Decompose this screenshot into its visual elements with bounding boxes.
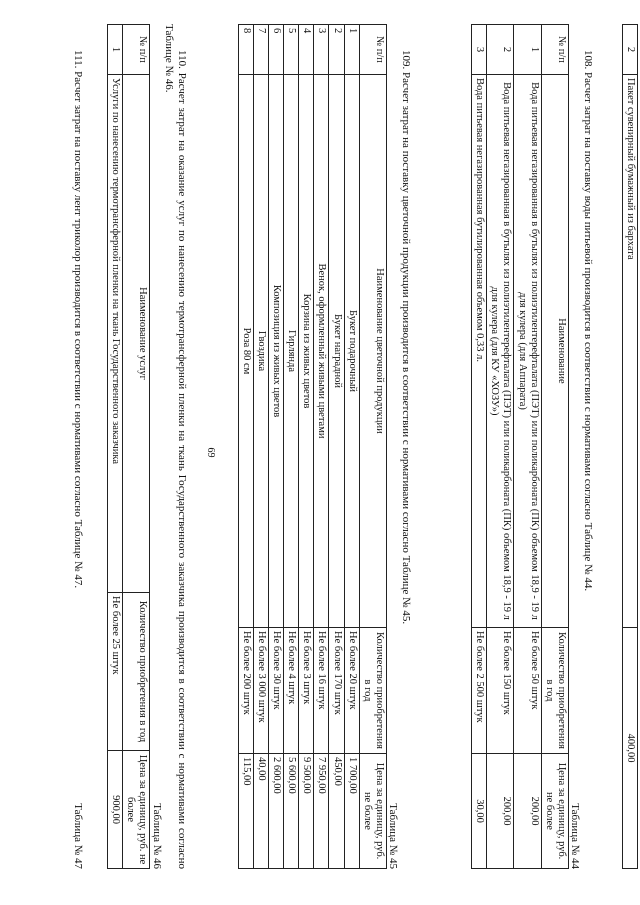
row-number: 2 [622,25,637,75]
table-header-row [359,25,386,869]
header-price: Цена за единицу, руб. не более [541,754,568,869]
section-111-title: 111. Расчет затрат на поставку лент триколор производится в соответствии с нормативами согласно Таблице № 47. [72,50,84,589]
header-qty: Количество приобретения в год [122,593,149,751]
section-108-title: 108. Расчет затрат на поставку воды питьевой производится в соответствии с нормативами согласно Таблице № 44. [582,50,594,592]
row-qty: Не более 2 500 штук [472,628,487,754]
section-108 [471,24,594,869]
row-qty: Не более 25 штук [107,593,122,751]
table-row [254,25,269,869]
table-row [314,25,329,869]
row-number: 3 [472,25,487,75]
row-name: Вода питьевая негазированная в бутылях из полиэтилентерефталата (ПЭТ) или поликарбоната (ПК) объемом 18,9 - 19 л для кулера (для Аппарата) [514,75,541,628]
row-price: 400,00 [622,628,637,869]
table-row [269,25,284,869]
header-price: Цена за единицу, руб. не более [359,754,386,869]
row-qty: Не более 4 штук [284,628,299,754]
header-number: № п/п [541,25,568,75]
row-price: 200,00 [487,754,514,869]
row-name: Услуги по нанесению термотрансферной пленки на ткань Государственного заказчика [107,75,122,593]
header-qty: Количество приобретения в год [359,628,386,754]
row-number: 2 [487,25,514,75]
table-45 [238,24,387,869]
row-name: Корзина из живых цветов [299,75,314,628]
row-price: 40,00 [254,754,269,869]
row-price: 115,00 [239,754,254,869]
page-number: 69 [205,447,216,458]
row-number: 5 [284,25,299,75]
header-name: Наименование [541,75,568,628]
header-number: № п/п [122,25,149,75]
table-row [487,25,514,869]
row-qty: Не более 3 штук [299,628,314,754]
header-name: Наименование услуг [122,75,149,593]
table-row [622,25,637,869]
header-qty: Количество приобретения в год [541,628,568,754]
row-name: Гирлянда [284,75,299,628]
header-number: № п/п [359,25,386,75]
header-name: Наименование цветочной продукции [359,75,386,628]
row-price: 2 600,00 [269,754,284,869]
row-price: 9 500,00 [299,754,314,869]
table-row [344,25,359,869]
section-109-title: 109. Расчет затрат на поставку цветочной продукции производится в соответствии с нормативами согласно Таблице № 45. [400,50,412,625]
section-110-title: 110. Расчет затрат на оказание услуг по нанесению термотрансферной пленки на ткань Государственного заказчика производится в соответствии с нормативами согласно Таблице № 46. [163,24,188,869]
top-table [622,24,638,869]
table-row [299,25,314,869]
row-number: 1 [344,25,359,75]
table-row [472,25,487,869]
row-name: Букет подарочный [344,75,359,628]
section-110 [107,24,188,869]
table-46 [107,24,150,869]
header-price: Цена за единицу, руб. не более [122,751,149,869]
row-name: Композиция из живых цветов [269,75,284,628]
row-name: Вода питьевая негазированная бутилированная объемом 0,33 л. [472,75,487,628]
row-price: 450,00 [329,754,344,869]
row-name: Роза 80 см [239,75,254,628]
row-number: 2 [329,25,344,75]
row-number: 3 [314,25,329,75]
row-name: Вода питьевая негазированная в бутылях из полиэтилентерефталата (ПЭТ) или поликарбоната (ПК) объемом 18,9 - 19 л для кулера (для КУ «ХОЗУ») [487,75,514,628]
row-price: 7 950,00 [314,754,329,869]
row-qty: Не более 150 штук [487,628,514,754]
table-row [329,25,344,869]
row-name: Пакет сувенирный бумажный из бархата [622,75,637,628]
row-qty: Не более 170 штук [329,628,344,754]
table-row [239,25,254,869]
row-qty: Не более 3 000 штук [254,628,269,754]
row-number: 7 [254,25,269,75]
table-header-row [541,25,568,869]
row-qty: Не более 30 штук [269,628,284,754]
table-row [514,25,541,869]
table-47-name: Таблица № 47 [72,803,85,869]
row-qty: Не более 50 штук [514,628,541,754]
table-44-name: Таблица № 44 [569,803,582,869]
table-row [284,25,299,869]
table-44 [471,24,568,869]
row-qty: Не более 20 штук [344,628,359,754]
row-number: 1 [107,25,122,75]
row-name: Гвоздика [254,75,269,628]
row-price: 900,00 [107,751,122,869]
section-109 [238,24,412,869]
row-price: 30,00 [472,754,487,869]
row-number: 1 [514,25,541,75]
row-number: 8 [239,25,254,75]
table-header-row [122,25,149,869]
row-name: Букет наградной [329,75,344,628]
row-price: 5 600,00 [284,754,299,869]
table-row [107,25,122,869]
row-price: 1 700,00 [344,754,359,869]
top-table-block [622,24,638,869]
row-number: 6 [269,25,284,75]
row-price: 200,00 [514,754,541,869]
section-111 [72,24,84,869]
row-qty: Не более 200 штук [239,628,254,754]
table-46-name: Таблица № 46 [150,803,163,869]
row-name: Венок, оформленный живыми цветами [314,75,329,628]
table-45-name: Таблица № 45 [387,803,400,869]
row-number: 4 [299,25,314,75]
row-qty: Не более 16 штук [314,628,329,754]
